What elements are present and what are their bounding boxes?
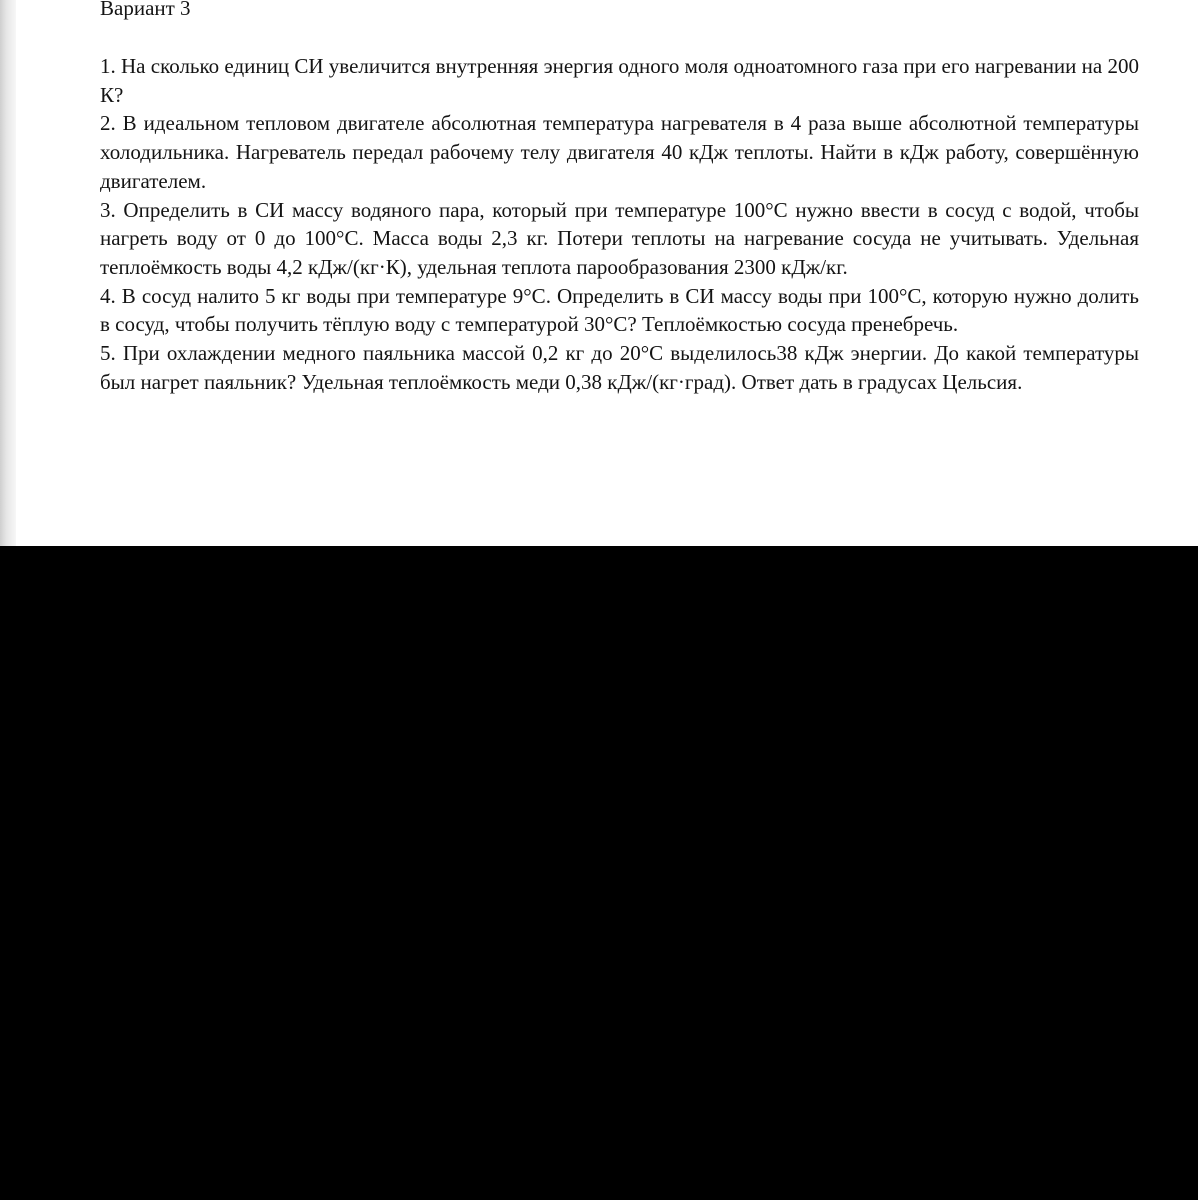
document-page <box>0 0 1198 546</box>
task-3: 3. Определить в СИ массу водяного пара, который при температуре 100°С нужно ввести в сосуд с водой, чтобы нагреть воду от 0 до 100°С. Масса воды 2,3 кг. Потери теплоты на нагревание сосуда не учитывать. Удельная теплоёмкость воды 4,2 кДж/(кг·К), удельная теплота парообразования 2300 кДж/кг. <box>100 197 1139 279</box>
task-list <box>100 52 1139 396</box>
task-1: 1. На сколько единиц СИ увеличится внутренняя энергия одного моля одноатомного газа при его нагревании на 200 К? <box>100 54 1139 107</box>
page-edge-shadow <box>0 0 16 546</box>
task-5: 5. При охлаждении медного паяльника массой 0,2 кг до 20°С выделилось38 кДж энергии. До какой температуры был нагрет паяльник? Удельная теплоёмкость меди 0,38 кДж/(кг·град). Ответ дать в градусах Цельсия. <box>100 341 1139 394</box>
black-background <box>0 546 1198 1200</box>
task-4: 4. В сосуд налито 5 кг воды при температуре 9°С. Определить в СИ массу воды при 100°С, которую нужно долить в сосуд, чтобы получить тёплую воду с температурой 30°С? Теплоёмкостью сосуда пренебречь. <box>100 283 1139 337</box>
variant-title: Вариант 3 <box>100 0 191 20</box>
task-2: 2. В идеальном тепловом двигателе абсолютная температура нагревателя в 4 раза выше абсолютной температуры холодильника. Нагреватель передал рабочему телу двигателя 40 кДж теплоты. Найти в кДж работу, совершённую двигателем. <box>100 111 1139 193</box>
